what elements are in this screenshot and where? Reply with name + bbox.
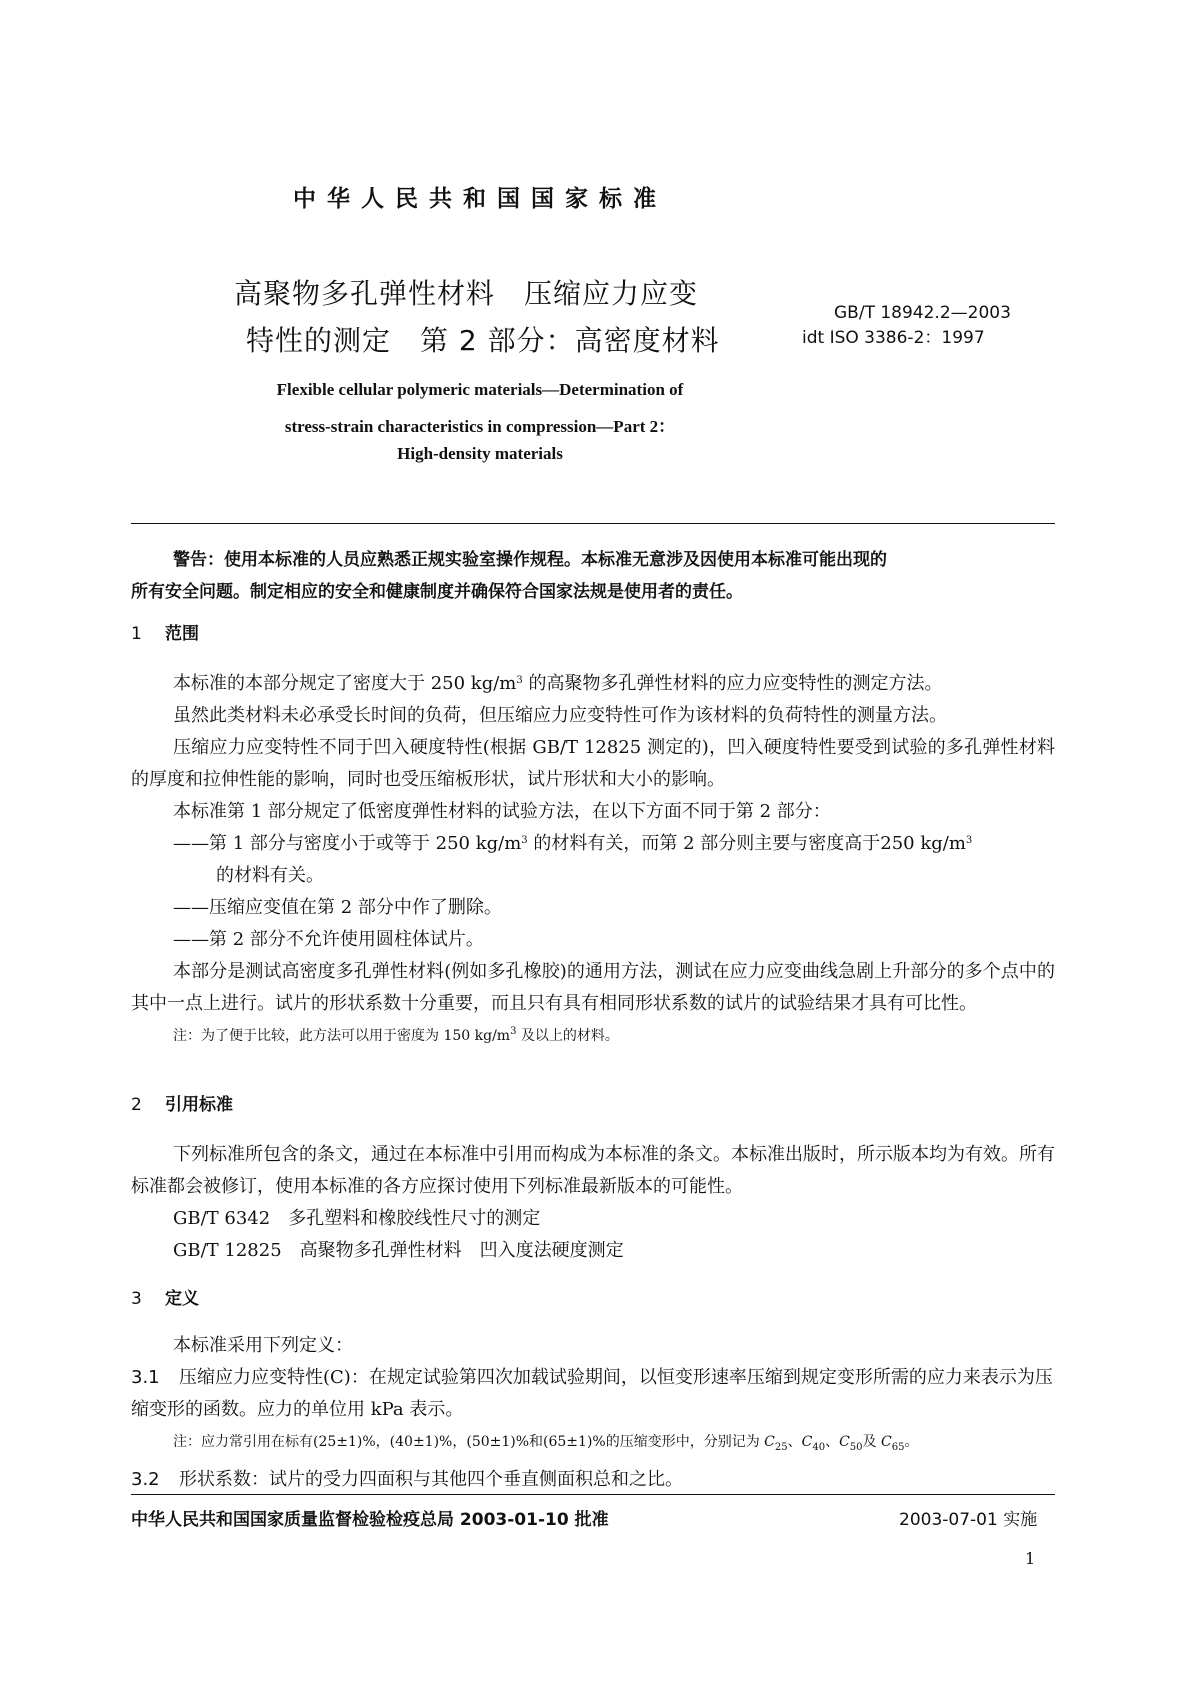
section-1-heading: 1 范围 xyxy=(131,624,199,644)
scope-paragraph-1: 本标准的本部分规定了密度大于 250 $kg/m^3$ 的高聚物多孔弹性材料的应力应变特性的测定方法。 xyxy=(173,673,943,694)
scope-note: 注：为了便于比较，此方法可以用于密度为 150 $kg/m^3$ 及以上的材料。 xyxy=(173,1026,619,1044)
footer-divider xyxy=(131,1494,1055,1495)
standard-code: GB/T 18942.2—2003 xyxy=(834,303,1011,323)
title-en-line3: High-density materials xyxy=(397,444,563,463)
clause-3-1: 3.1 压缩应力应变特性(C)：在规定试验第四次加载试验期间，以恒变形速率压缩到规定变形所需的应力来表示为压缩变形的函数。应力的单位用 kPa 表示。 xyxy=(131,1367,1053,1420)
title-en-line2: stress-strain characteristics in compression—Part 2： xyxy=(284,417,676,436)
section-3-heading: 3 定义 xyxy=(131,1289,199,1309)
adoption-code: idt ISO 3386-2：1997 xyxy=(802,328,985,348)
references-intro: 下列标准所包含的条文，通过在本标准中引用而构成为本标准的条文。本标准出版时，所示版本均为有效。所有标准都会被修订，使用本标准的各方应探讨使用下列标准最新版本的可能性。 xyxy=(131,1144,1055,1197)
section-2-body xyxy=(131,1139,1055,1267)
scope-paragraph-3: 压缩应力应变特性不同于凹入硬度特性(根据 GB/T 12825 测定的)，凹入硬度特性要受到试验的多孔弹性材料的厚度和拉伸性能的影响，同时也受压缩板形状，试片形状和大小的影响。 xyxy=(131,737,1055,790)
scope-paragraph-5: 本部分是测试高密度多孔弹性材料(例如多孔橡胶)的通用方法，测试在应力应变曲线急剧上升部分的多个点中的其中一点上进行。试片的形状系数十分重要，而且只有具有相同形状系数的试片的试验结果才具有可比性。 xyxy=(131,961,1055,1014)
warning-line2: 所有安全问题。制定相应的安全和健康制度并确保符合国家法规是使用者的责任。 xyxy=(131,582,743,602)
warning-block xyxy=(131,544,1055,608)
section-2-heading: 2 引用标准 xyxy=(131,1095,233,1115)
dash-item-1: ——第 1 部分与密度小于或等于 250 $kg/m^3$ 的材料有关，而第 2 部分则主要与密度高于250 $kg/m^3$ xyxy=(173,833,973,854)
section-3-body xyxy=(131,1330,1055,1496)
title-cn-line1: 高聚物多孔弹性材料 压缩应力应变 xyxy=(234,277,699,310)
definitions-intro: 本标准采用下列定义： xyxy=(173,1335,353,1356)
implementation-date: 2003-07-01 实施 xyxy=(899,1510,1038,1530)
title-en-line1: Flexible cellular polymeric materials—Determination of xyxy=(276,380,684,399)
scope-paragraph-2: 虽然此类材料未必承受长时间的负荷，但压缩应力应变特性可作为该材料的负荷特性的测量方法。 xyxy=(173,705,947,726)
header-divider xyxy=(131,523,1055,524)
dash-item-1-continued: 的材料有关。 xyxy=(216,865,324,886)
dash-item-2: ——压缩应变值在第 2 部分中作了删除。 xyxy=(173,897,502,918)
warning-line1: 警告：使用本标准的人员应熟悉正规实验室操作规程。本标准无意涉及因使用本标准可能出现的 xyxy=(173,550,887,570)
national-standard-heading: 中华人民共和国国家标准 xyxy=(293,186,667,212)
section-1-body xyxy=(131,668,1055,1052)
scope-paragraph-4: 本标准第 1 部分规定了低密度弹性材料的试验方法，在以下方面不同于第 2 部分： xyxy=(173,801,831,822)
page-number: 1 xyxy=(1025,1549,1036,1568)
clause-3-1-note: 注：应力常引用在标有(25±1)%，(40±1)%，(50±1)%和(65±1)%的压缩变形中，分别记为 $C_{25}$、$C_{40}$、$C_{50}$及 $C_{65}$。 xyxy=(173,1434,919,1453)
approval-line: 中华人民共和国国家质量监督检验检疫总局 2003-01-10 批准 xyxy=(131,1510,609,1530)
clause-3-2: 3.2 形状系数：试片的受力四面积与其他四个垂直侧面积总和之比。 xyxy=(131,1468,683,1490)
title-cn-line2: 特性的测定 第 2 部分：高密度材料 xyxy=(246,324,720,357)
dash-item-3: ——第 2 部分不允许使用圆柱体试片。 xyxy=(173,929,484,950)
reference-gbt-6342: GB/T 6342 多孔塑料和橡胶线性尺寸的测定 xyxy=(173,1208,541,1229)
reference-gbt-12825: GB/T 12825 高聚物多孔弹性材料 凹入度法硬度测定 xyxy=(173,1240,624,1261)
